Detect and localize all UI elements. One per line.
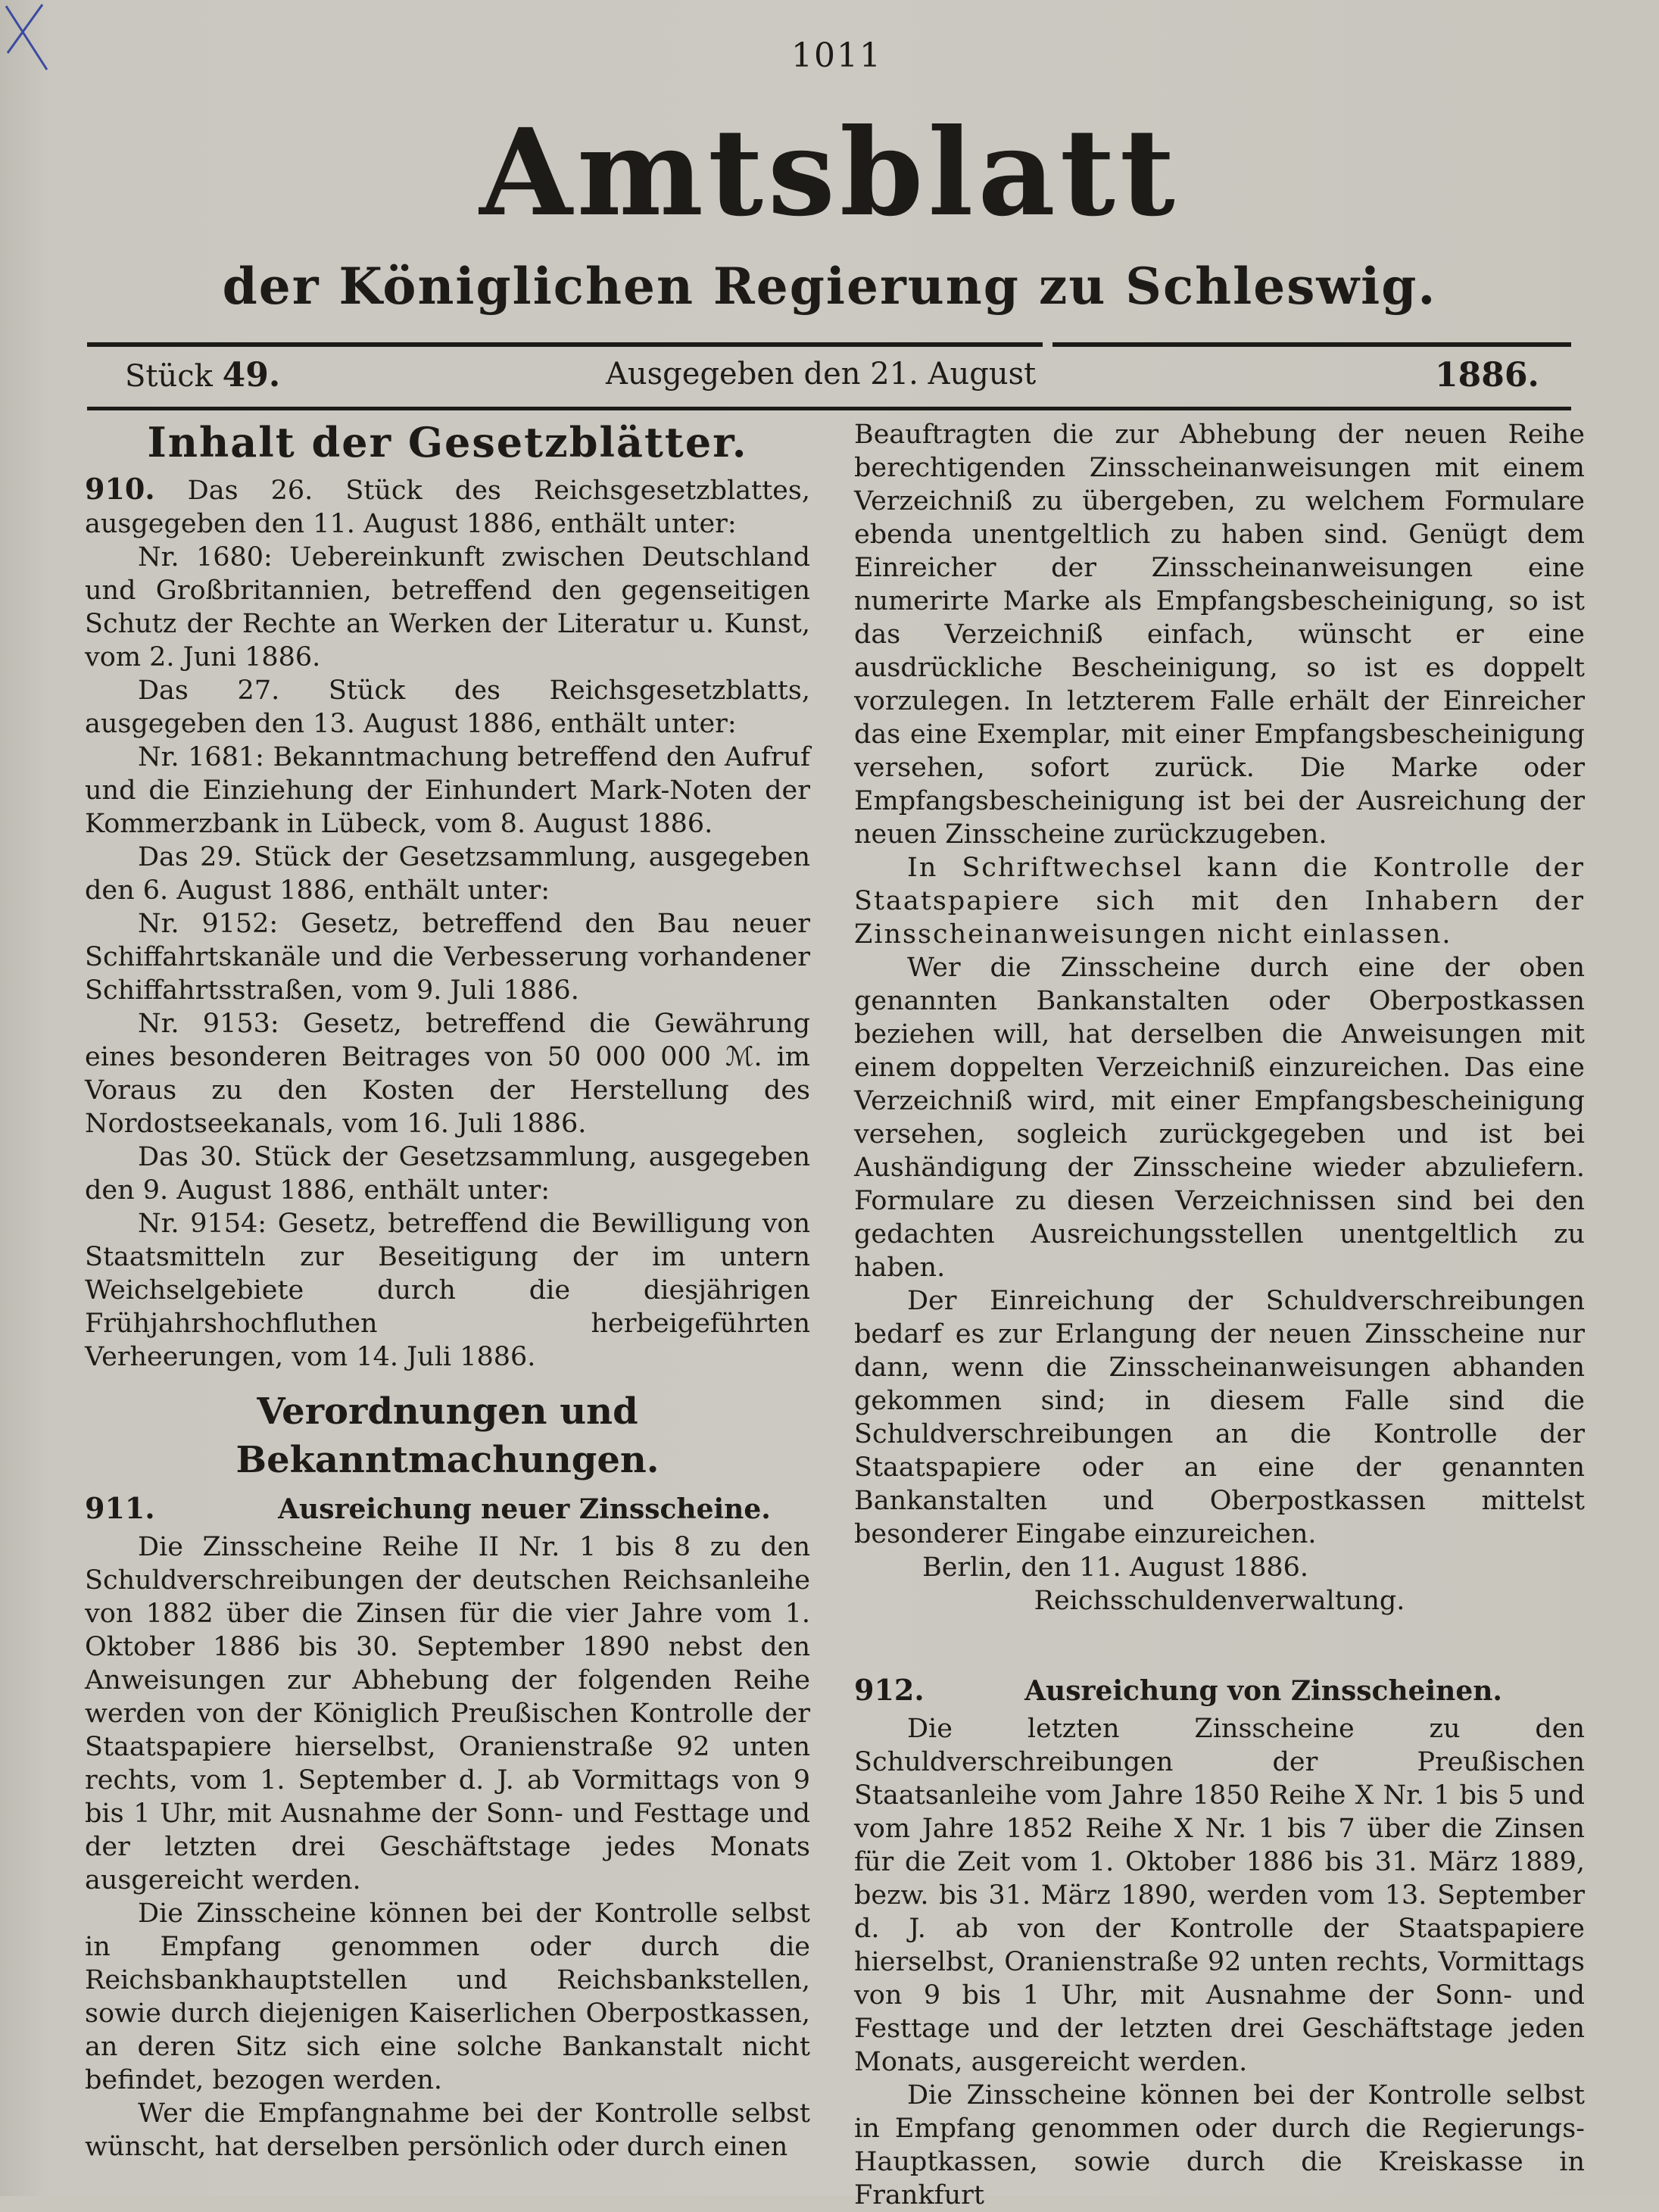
- paragraph: Der Einreichung der Schuldverschreibungen bedarf es zur Erlangung der neuen Zinsscheine nur dann, wenn die Zinsscheinanweisungen abhanden gekommen sind; in diesem Falle sind die Schuldverschreibungen an die Kontrolle der Staatspapiere oder an eine der genannten Bankanstalten und Oberpostkassen mittelst besonderer Eingabe einzureichen.: [854, 1286, 1585, 1549]
- paragraph: Nr. 1681: Bekanntmachung betreffend den Aufruf und die Einziehung der Einhundert Mark-Noten der Kommerzbank in Lübeck, vom 8. August 1886.: [85, 742, 810, 839]
- entry-910-number: 910.: [85, 472, 155, 506]
- right-column: [854, 418, 1585, 2212]
- issue-value: 49.: [222, 356, 281, 395]
- page-number: 1011: [791, 36, 882, 75]
- paragraph: Die Zinsscheine können bei der Kontrolle selbst in Empfang genommen oder durch die Regierungs-Hauptkassen, sowie durch die Kreiskasse in Frankfurt: [854, 2080, 1585, 2210]
- place-date: Berlin, den 11. August 1886.: [922, 1552, 1309, 1583]
- paragraph: Das 27. Stück des Reichsgesetzblatts, ausgegeben den 13. August 1886, enthält unter:: [85, 675, 810, 739]
- left-column: [85, 418, 810, 2164]
- paragraph: Die letzten Zinsscheine zu den Schuldverschreibungen der Preußischen Staatsanleihe vom Jahre 1850 Reihe X Nr. 1 bis 5 und vom Jahre 1852 Reihe X Nr. 1 bis 7 über die Zinsen für die Zeit vom 1. Oktober 1886 bis 31. März 1889, bezw. bis 31. März 1890, werden vom 13. September d. J. ab von der Kontrolle der Staatspapiere hierselbst, Oranienstraße 92 unten rechts, Vormittags von 9 bis 1 Uhr, mit Ausnahme der Sonn- und Festtage und der letzten drei Geschäftstage jeden Monats, ausgereicht werden.: [854, 1714, 1585, 2077]
- header-rule-bottom: [87, 407, 1571, 410]
- entry-911-number: 911.: [85, 1491, 155, 1525]
- section-heading-gesetzblaetter: Inhalt der Gesetzblätter.: [147, 418, 748, 466]
- header-rule-top-left: [87, 342, 1043, 347]
- entry-911-title: Ausreichung neuer Zinsscheine.: [278, 1493, 771, 1525]
- paragraph: Nr. 9152: Gesetz, betreffend den Bau neuer Schiffahrtskanäle und die Verbesserung vorhandener Schiffahrtsstraßen, vom 9. Juli 1886.: [85, 909, 810, 1006]
- entry-912-title: Ausreichung von Zinsscheinen.: [1024, 1675, 1502, 1707]
- entry-910-text: Das 26. Stück des Reichsgesetzblattes, ausgegeben den 11. August 1886, enthält unter:: [85, 476, 810, 539]
- masthead-title: Amtsblatt: [479, 103, 1180, 243]
- paragraph: Die Zinsscheine Reihe II Nr. 1 bis 8 zu den Schuldverschreibungen der deutschen Reichsanleihe von 1882 über die Zinsen für die vier Jahre vom 1. Oktober 1886 bis 30. September 1890 nebst den Anweisungen zur Abhebung der folgenden Reihe werden von der Königlich Preußischen Kontrolle der Staatspapiere hierselbst, Oranienstraße 92 unten rechts, vom 1. September d. J. ab Vormittags von 9 bis 1 Uhr, mit Ausnahme der Sonn- und Festtage und der letzten drei Geschäftstage jedes Monats ausgereicht werden.: [85, 1532, 810, 1895]
- pencil-mark-icon: [0, 0, 61, 91]
- entry-911-heading: [85, 1492, 810, 1526]
- paragraph: Wer die Empfangnahme bei der Kontrolle selbst wünscht, hat derselben persönlich oder durch einen: [85, 2098, 810, 2162]
- entry-912-heading: [854, 1674, 1585, 1708]
- issue-label: Stück: [125, 359, 213, 394]
- entry-912-number: 912.: [854, 1673, 925, 1707]
- signature-authority: Reichsschuldenverwaltung.: [1034, 1586, 1405, 1616]
- paragraph: Das 30. Stück der Gesetzsammlung, ausgegeben den 9. August 1886, enthält unter:: [85, 1142, 810, 1206]
- paragraph: Nr. 1680: Uebereinkunft zwischen Deutschland und Großbritannien, betreffend den gegenseitigen Schutz der Rechte an Werken der Literatur u. Kunst, vom 2. Juni 1886.: [85, 542, 810, 672]
- issue-number: [125, 356, 281, 395]
- paragraph: In Schriftwechsel kann die Kontrolle der Staatspapiere sich mit den Inhabern der Zinsscheinanweisungen nicht einlassen.: [854, 853, 1585, 950]
- paragraph: Nr. 9153: Gesetz, betreffend die Gewährung eines besonderen Beitrages von 50 000 000 ℳ. im Voraus zu den Kosten der Herstellung des Nordostseekanals, vom 16. Juli 1886.: [85, 1009, 810, 1139]
- entry-910-intro: [85, 473, 810, 541]
- masthead-subtitle: der Königlichen Regierung zu Schleswig.: [222, 257, 1437, 316]
- section-heading-verordnungen: Verordnungen und Bekanntmachungen.: [235, 1390, 660, 1481]
- header-rule-top-right: [1052, 342, 1571, 347]
- paragraph: Beauftragten die zur Abhebung der neuen Reihe berechtigenden Zinsscheinanweisungen mit einem Verzeichniß zu übergeben, zu welchem Formulare ebenda unentgeltlich zu haben sind. Genügt dem Einreicher der Zinsscheinanweisungen eine numerirte Marke als Empfangsbescheinigung, so ist das Verzeichniß einfach, wünscht er eine ausdrückliche Bescheinigung, so ist es doppelt vorzulegen. In letzterem Falle erhält der Einreicher das eine Exemplar, mit einer Empfangsbescheinigung versehen, sofort zurück. Die Marke oder Empfangsbescheinigung ist bei der Ausreichung der neuen Zinsscheine zurückzugeben.: [854, 420, 1585, 850]
- issue-year: 1886.: [1435, 356, 1539, 395]
- paragraph: Das 29. Stück der Gesetzsammlung, ausgegeben den 6. August 1886, enthält unter:: [85, 842, 810, 906]
- paragraph: Die Zinsscheine können bei der Kontrolle selbst in Empfang genommen oder durch die Reichsbankhauptstellen und Reichsbankstellen, sowie durch diejenigen Kaiserlichen Oberpostkassen, an deren Sitz sich eine solche Bankanstalt nicht befindet, bezogen werden.: [85, 1898, 810, 2095]
- paragraph: Nr. 9154: Gesetz, betreffend die Bewilligung von Staatsmitteln zur Beseitigung der im untern Weichselgebiete durch die diesjährigen Frühjahrshochfluthen herbeigeführten Verheerungen, vom 14. Juli 1886.: [85, 1209, 810, 1372]
- issue-date: Ausgegeben den 21. August: [606, 357, 1037, 392]
- spacer: [854, 1618, 1585, 1666]
- paragraph: Wer die Zinsscheine durch eine der oben genannten Bankanstalten oder Oberpostkassen beziehen will, hat derselben die Anweisungen mit einem doppelten Verzeichniß einzureichen. Das eine Verzeichniß wird, mit einer Empfangsbescheinigung versehen, sogleich zurückgegeben und ist bei Aushändigung der Zinsscheine wieder abzuliefern. Formulare zu diesen Verzeichnissen sind bei den gedachten Ausreichungsstellen unentgeltlich zu haben.: [854, 953, 1585, 1283]
